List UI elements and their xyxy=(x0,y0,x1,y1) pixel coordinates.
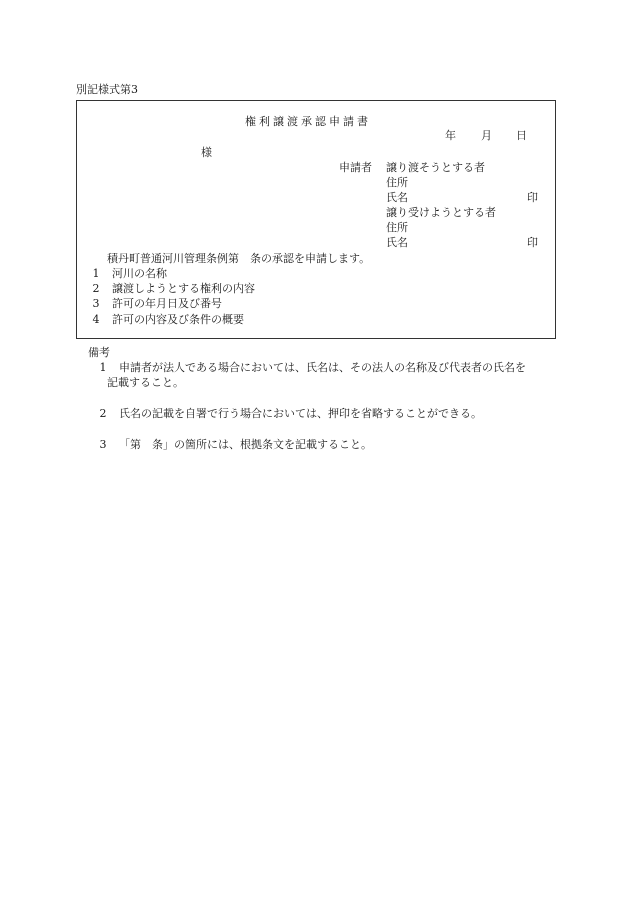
transferor-seal-mark: 印 xyxy=(527,191,538,204)
item-text: 譲渡しようとする権利の内容 xyxy=(112,282,255,295)
item-number: 3 xyxy=(92,297,100,310)
item-number: 4 xyxy=(92,313,100,326)
item-text: 許可の内容及び条件の概要 xyxy=(112,313,244,326)
item-text: 許可の年月日及び番号 xyxy=(112,297,222,310)
transferee-label: 譲り受けようとする者 xyxy=(386,206,496,219)
transferor-address-label: 住所 xyxy=(386,176,408,189)
date-month-label: 月 xyxy=(481,129,492,142)
remarks-title: 備考 xyxy=(88,346,110,359)
applicant-label: 申請者 xyxy=(339,161,372,174)
transferee-address-label: 住所 xyxy=(386,221,408,234)
transferor-name-label: 氏名 xyxy=(386,191,408,204)
form-label: 別記様式第3 xyxy=(76,83,138,96)
addressee-honorific: 様 xyxy=(201,146,212,159)
remark-text: 氏名の記載を自署で行う場合においては、押印を省略することができる。 xyxy=(119,407,482,420)
request-statement: 積丹町普通河川管理条例第 条の承認を申請します。 xyxy=(107,252,371,265)
date-year-label: 年 xyxy=(445,129,456,142)
remark-number: 2 xyxy=(99,407,107,420)
remark-text-continuation: 記載すること。 xyxy=(107,376,184,389)
item-text: 河川の名称 xyxy=(112,267,167,280)
date-day-label: 日 xyxy=(516,129,527,142)
remark-number: 3 xyxy=(99,438,107,451)
remark-number: 1 xyxy=(99,361,107,374)
remark-text: 「第 条」の箇所には、根拠条文を記載すること。 xyxy=(119,438,372,451)
transferee-seal-mark: 印 xyxy=(527,236,538,249)
item-number: 2 xyxy=(92,282,100,295)
transferee-name-label: 氏名 xyxy=(386,236,408,249)
transferor-label: 譲り渡そうとする者 xyxy=(386,161,485,174)
remark-text: 申請者が法人である場合においては、氏名は、その法人の名称及び代表者の氏名を xyxy=(119,361,526,374)
item-number: 1 xyxy=(92,267,100,280)
form-title: 権利譲渡承認申請書 xyxy=(245,115,371,128)
